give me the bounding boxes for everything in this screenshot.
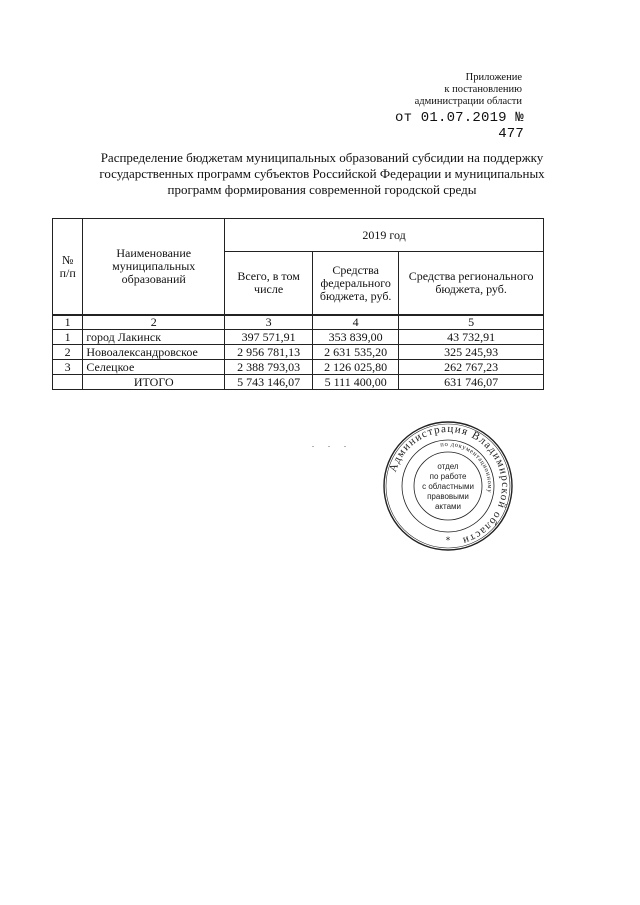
appendix-line-2: к постановлению	[444, 84, 522, 95]
row-regional: 325 245,93	[399, 345, 544, 360]
total-label: ИТОГО	[83, 375, 225, 390]
stamp-center-line-1: отдел	[437, 462, 459, 471]
column-number-row	[53, 315, 544, 330]
document-title	[62, 150, 582, 198]
header-regional: Средства регионального бюджета, руб.	[399, 252, 544, 316]
total-num-cell	[53, 375, 83, 390]
header-federal: Средства федерального бюджета, руб.	[313, 252, 399, 316]
total-regional: 631 746,07	[399, 375, 544, 390]
appendix-line-3: администрации области	[414, 96, 522, 107]
total-sum: 5 743 146,07	[225, 375, 313, 390]
table-row	[53, 345, 544, 360]
row-num: 2	[53, 345, 83, 360]
stamp-inner-text: по документационному	[439, 440, 494, 494]
appendix-block	[380, 72, 522, 108]
header-num: № п/п	[53, 219, 83, 316]
title-line-2: государственных программ субъектов Российской Федерации и муниципальных	[99, 166, 545, 181]
col-number: 5	[399, 315, 544, 330]
col-number: 1	[53, 315, 83, 330]
row-name: Селецкое	[83, 360, 225, 375]
title-line-3: программ формирования современной городской среды	[167, 182, 477, 197]
row-federal: 353 839,00	[313, 330, 399, 345]
row-total: 2 388 793,03	[225, 360, 313, 375]
row-federal: 2 126 025,80	[313, 360, 399, 375]
row-name: Новоалександровское	[83, 345, 225, 360]
row-regional: 262 767,23	[399, 360, 544, 375]
stamp-center-line-4: правовыми	[427, 492, 469, 501]
star-icon: *	[445, 536, 451, 546]
row-total: 2 956 781,13	[225, 345, 313, 360]
table-row	[53, 330, 544, 345]
header-year: 2019 год	[225, 219, 544, 252]
table-row	[53, 360, 544, 375]
row-num: 3	[53, 360, 83, 375]
official-stamp	[382, 420, 514, 552]
row-num: 1	[53, 330, 83, 345]
col-number: 3	[225, 315, 313, 330]
budget-table	[52, 218, 544, 390]
table-total-row	[53, 375, 544, 390]
col-number: 2	[83, 315, 225, 330]
stamp-center-line-5: актами	[434, 502, 462, 511]
scan-specks: . . .	[312, 440, 352, 449]
appendix-line-1: Приложение	[465, 72, 522, 83]
table-header-row	[53, 219, 544, 252]
header-name: Наименование муниципальных образований	[83, 219, 225, 316]
row-name: город Лакинск	[83, 330, 225, 345]
stamp-center-line-3: с областными	[422, 482, 474, 491]
header-total: Всего, в том числе	[225, 252, 313, 316]
row-total: 397 571,91	[225, 330, 313, 345]
stamp-center-line-2: по работе	[429, 472, 467, 481]
row-federal: 2 631 535,20	[313, 345, 399, 360]
row-regional: 43 732,91	[399, 330, 544, 345]
col-number: 4	[313, 315, 399, 330]
title-line-1: Распределение бюджетам муниципальных образований субсидии на поддержку	[100, 150, 544, 165]
total-federal: 5 111 400,00	[313, 375, 399, 390]
stamp-outer-text: Администрация Владимирской области	[387, 422, 512, 548]
order-date-number: от 01.07.2019 № 477	[394, 110, 524, 142]
